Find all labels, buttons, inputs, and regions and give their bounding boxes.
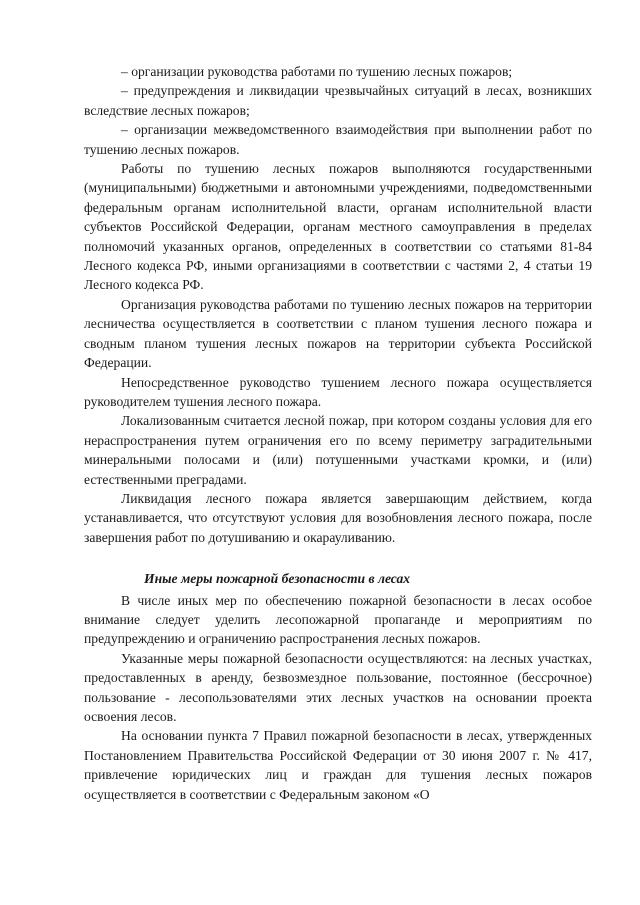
paragraph-management-organization: Организация руководства работами по тушению лесных пожаров на территории лесничества осуществляется в соответствии с планом тушения лесного пожара и сводным планом тушения лесных пожаров на территории субъекта Российской Федерации.	[84, 296, 592, 371]
paragraph-propaganda: В числе иных мер по обеспечению пожарной безопасности в лесах особое внимание следует уделить лесопожарной пропаганде и мероприятиям по предупреждению и ограничению распространения лесных пожаров.	[84, 592, 592, 647]
list-item-fire-management: – организации руководства работами по тушению лесных пожаров;	[121, 64, 513, 79]
list-item-emergency-prevention: – предупреждения и ликвидации чрезвычайных ситуаций в лесах, возникших вследствие лесных пожаров;	[84, 83, 592, 118]
paragraph-legal-basis: На основании пункта 7 Правил пожарной безопасности в лесах, утвержденных Постановлением Правительства Российской Федерации от 30 июня 2007 г. № 417, привлечение юридических лиц и граждан для тушения лесных пожаров осуществляется в соответствии с Федеральным законом «О	[84, 728, 592, 802]
paragraph-firefighting-organizations: Работы по тушению лесных пожаров выполняются государственными (муниципальными) бюджетными и автономными учреждениями, подведомственными федеральным органам исполнительной власти, органам исполнительной власти субъектов Российской Федерации, органам местного самоуправления в пределах полномочий указанных органов, определенных в соответствии со статьями 81-84 Лесного кодекса РФ, иными организациями в соответствии с частями 2, 4 статьи 19 Лесного кодекса РФ.	[84, 161, 592, 293]
paragraph-measures-implementation: Указанные меры пожарной безопасности осуществляются: на лесных участках, предоставленных в аренду, безвозмездное пользование, постоянное (бессрочное) пользование - лесопользователями этих лесных участков на основании проекта освоения лесов.	[84, 650, 592, 724]
paragraph-liquidation: Ликвидация лесного пожара является завершающим действием, когда устанавливается, что отсутствуют условия для возобновления лесного пожара, после завершения работ по дотушиванию и окарауливанию.	[84, 490, 592, 545]
list-item-interagency-cooperation: – организации межведомственного взаимодействия при выполнении работ по тушению лесных пожаров.	[84, 122, 592, 157]
section-heading: Иные меры пожарной безопасности в лесах	[144, 571, 411, 587]
paragraph-direct-management: Непосредственное руководство тушением лесного пожара осуществляется руководителем тушения лесного пожара.	[84, 374, 592, 409]
paragraph-localization: Локализованным считается лесной пожар, при котором созданы условия для его нераспространения путем ограничения его по всему периметру заградительными минеральными полосами и (или) потушенными участками кромки, и (или) естественными преградами.	[84, 413, 592, 487]
document-body	[84, 62, 592, 804]
section-body	[84, 591, 592, 804]
